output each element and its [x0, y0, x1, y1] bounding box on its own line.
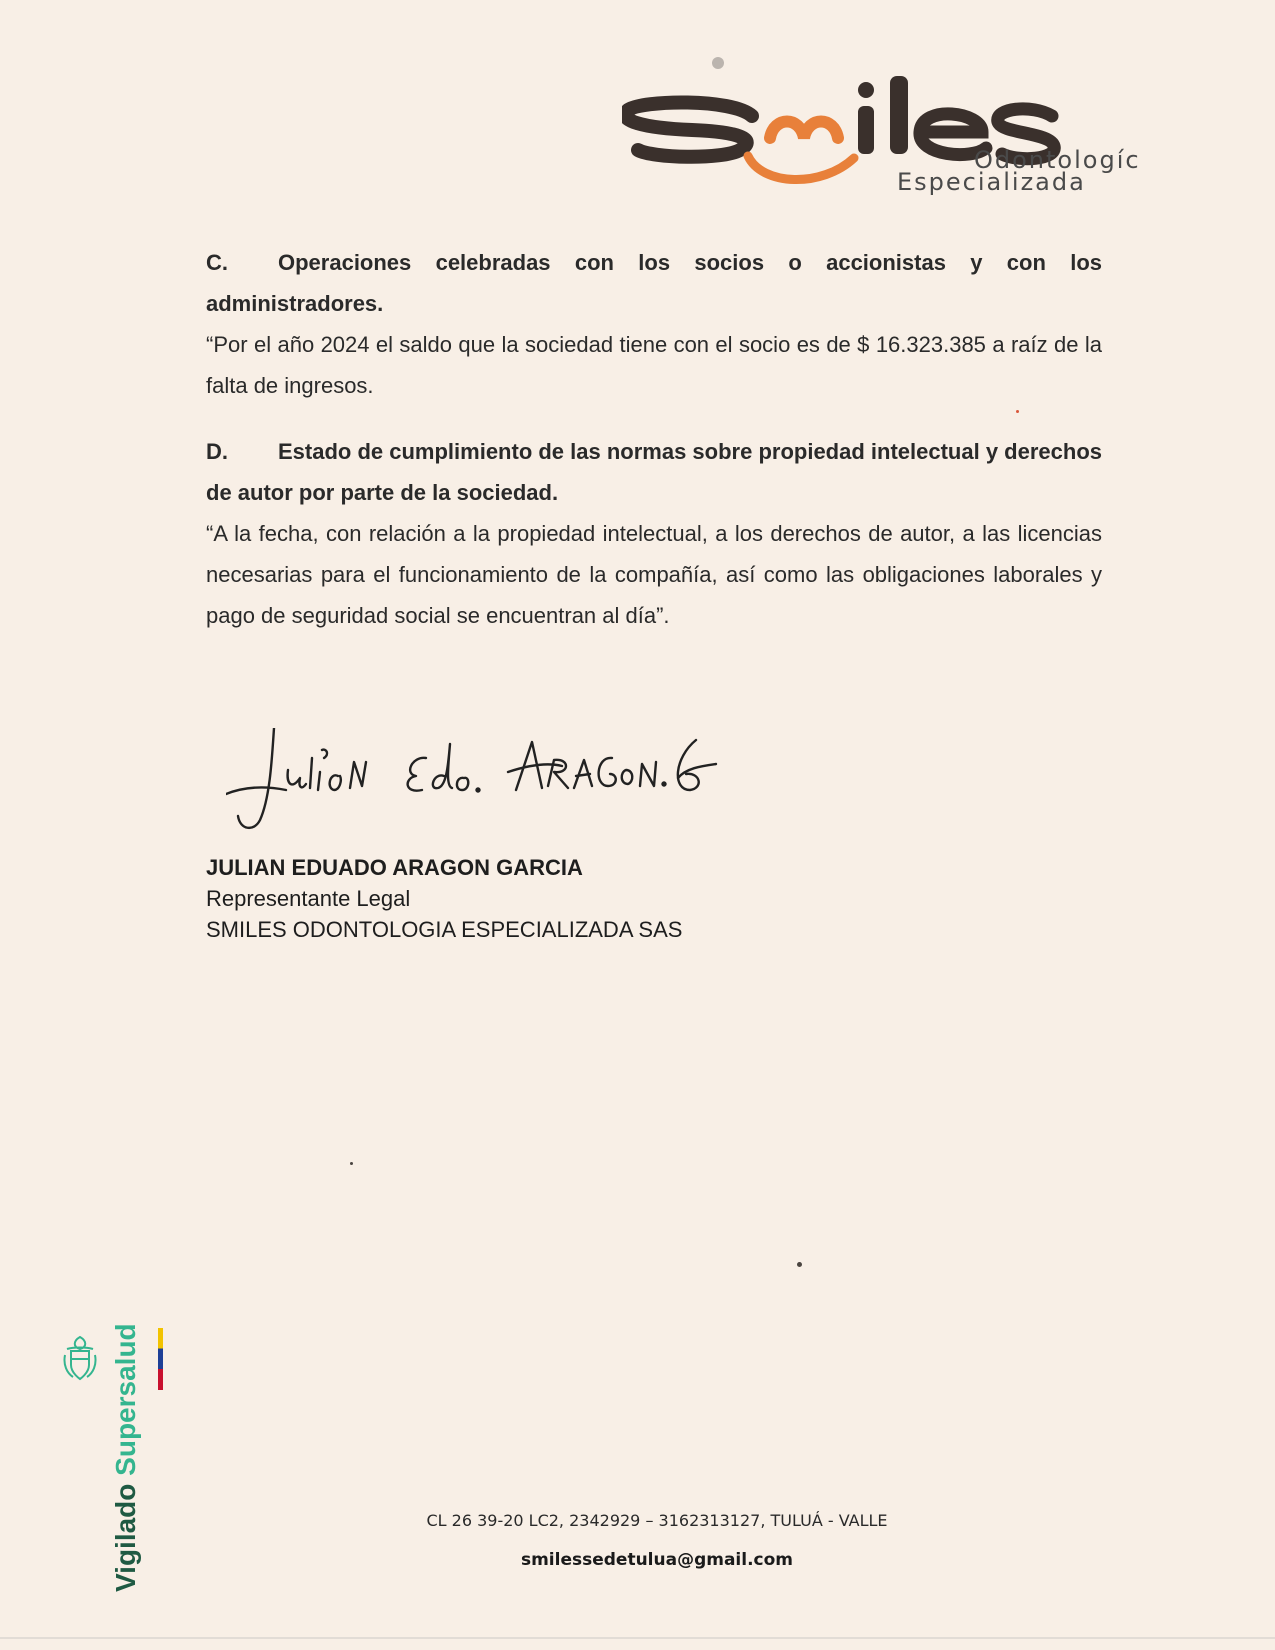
section-heading	[206, 431, 1102, 513]
section-title: Operaciones celebradas con los socios o accionistas y con los administradores.	[206, 250, 1102, 316]
scan-speck	[797, 1262, 802, 1267]
section-letter: D.	[206, 439, 228, 464]
seal-text-supersalud: Supersalud	[110, 1323, 141, 1476]
signer-role: Representante Legal	[206, 886, 411, 911]
flag-stripe	[158, 1328, 163, 1390]
company-logo	[622, 76, 1242, 202]
document-body	[206, 242, 1102, 636]
section-title: Estado de cumplimiento de las normas sobre propiedad intelectual y derechos de autor por parte de la sociedad.	[206, 439, 1102, 505]
footer-address: CL 26 39-20 LC2, 2342929 – 3162313127, TULUÁ - VALLE	[426, 1511, 888, 1530]
section-paragraph: “Por el año 2024 el saldo que la sociedad tiene con el socio es de $ 16.323.385 a raíz de la falta de ingresos.	[206, 332, 1102, 398]
section-letter: C.	[206, 250, 228, 275]
signature-block	[206, 852, 682, 945]
scan-speck	[712, 57, 724, 69]
section-d	[206, 431, 1102, 636]
section-heading	[206, 242, 1102, 324]
seal-text-vigilado: Vigilado	[110, 1483, 141, 1592]
scan-speck	[350, 1162, 353, 1165]
section-c	[206, 242, 1102, 406]
signer-name: JULIAN EDUADO ARAGON GARCIA	[206, 855, 583, 880]
section-paragraph: “A la fecha, con relación a la propiedad intelectual, a los derechos de autor, a las licencias necesarias para el funcionamiento de la compañía, así como las obligaciones laborales y pago de seguridad social se encuentran al día”.	[206, 521, 1102, 628]
logo-subtitle-line1: Odontologíc	[974, 146, 1141, 174]
handwritten-signature	[226, 728, 746, 838]
logo-subtitle-line2: Especializada	[897, 168, 1086, 196]
scan-edge	[0, 1637, 1275, 1639]
vigilado-supersalud-seal	[110, 1323, 142, 1592]
footer-email: smilessedetulua@gmail.com	[520, 1550, 794, 1570]
signer-company: SMILES ODONTOLOGIA ESPECIALIZADA SAS	[206, 917, 683, 942]
coat-of-arms-icon	[63, 1335, 97, 1381]
